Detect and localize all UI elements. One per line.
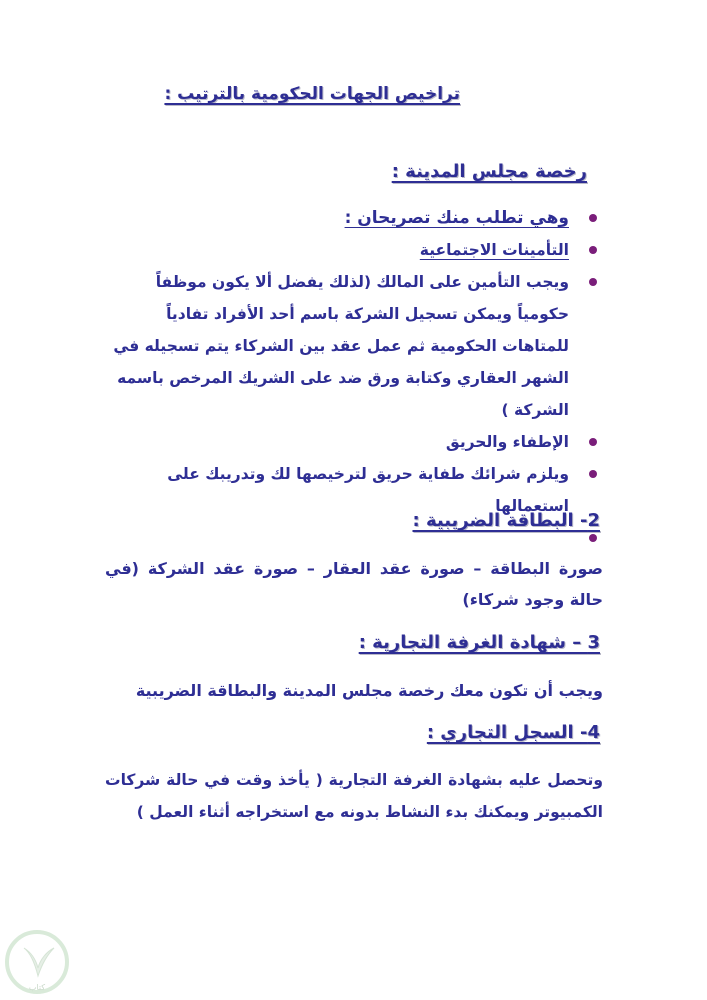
section-heading-chamber-certificate: 3 – شهادة الغرفة التجارية : <box>358 632 600 653</box>
bullet-icon <box>589 278 597 286</box>
list-item: ويجب التأمين على المالك (لذلك يفضل ألا يكون موظفاً حكومياً ويمكن تسجيل الشركة باسم أحد الأفراد تفادياً للمتاهات الحكومية ثم عمل عقد بين الشركاء يتم تسجيله في الشهر العقاري وكتابة ورق ضد على الشريك المرخص باسمه الشركة ) <box>108 266 603 426</box>
list-item: وهي تطلب منك تصريحان : <box>108 202 603 234</box>
requirements-list <box>108 202 603 552</box>
list-item: الإطفاء والحريق <box>108 426 603 458</box>
watermark-text: كتاب <box>28 983 46 992</box>
bullet-icon <box>589 438 597 446</box>
section-body-commercial-register: وتحصل عليه بشهادة الغرفة التجارية ( يأخذ وقت في حالة شركات الكمبيوتر ويمكنك بدء النشاط بدونه مع استخراجه أثناء العمل ) <box>105 771 603 821</box>
bullet-icon <box>589 214 597 222</box>
list-item: ويلزم شرائك طفاية حريق لترخيصها لك وتدريبك على استعمالها <box>108 458 603 522</box>
section-heading-commercial-register: 4- السجل التجاري : <box>426 722 600 743</box>
bullet-icon <box>589 246 597 254</box>
section-body-tax-card: صورة البطاقة – صورة عقد العقار – صورة عقد الشركة (في حالة وجود شركاء) <box>105 559 603 609</box>
list-item: التأمينات الاجتماعية <box>108 234 603 266</box>
section-body-chamber-certificate: ويجب أن تكون معك رخصة مجلس المدينة والبطاقة الضريبية <box>135 681 603 700</box>
bullet-icon <box>589 470 597 478</box>
section-heading-city-council: رخصة مجلس المدينة : <box>391 161 587 182</box>
section-heading-tax-card: 2- البطاقة الضريبية : <box>412 510 600 531</box>
document-title: تراخيص الجهات الحكومية بالترتيب : <box>164 84 460 104</box>
watermark-logo-icon <box>2 928 72 998</box>
bullet-icon <box>589 534 597 542</box>
